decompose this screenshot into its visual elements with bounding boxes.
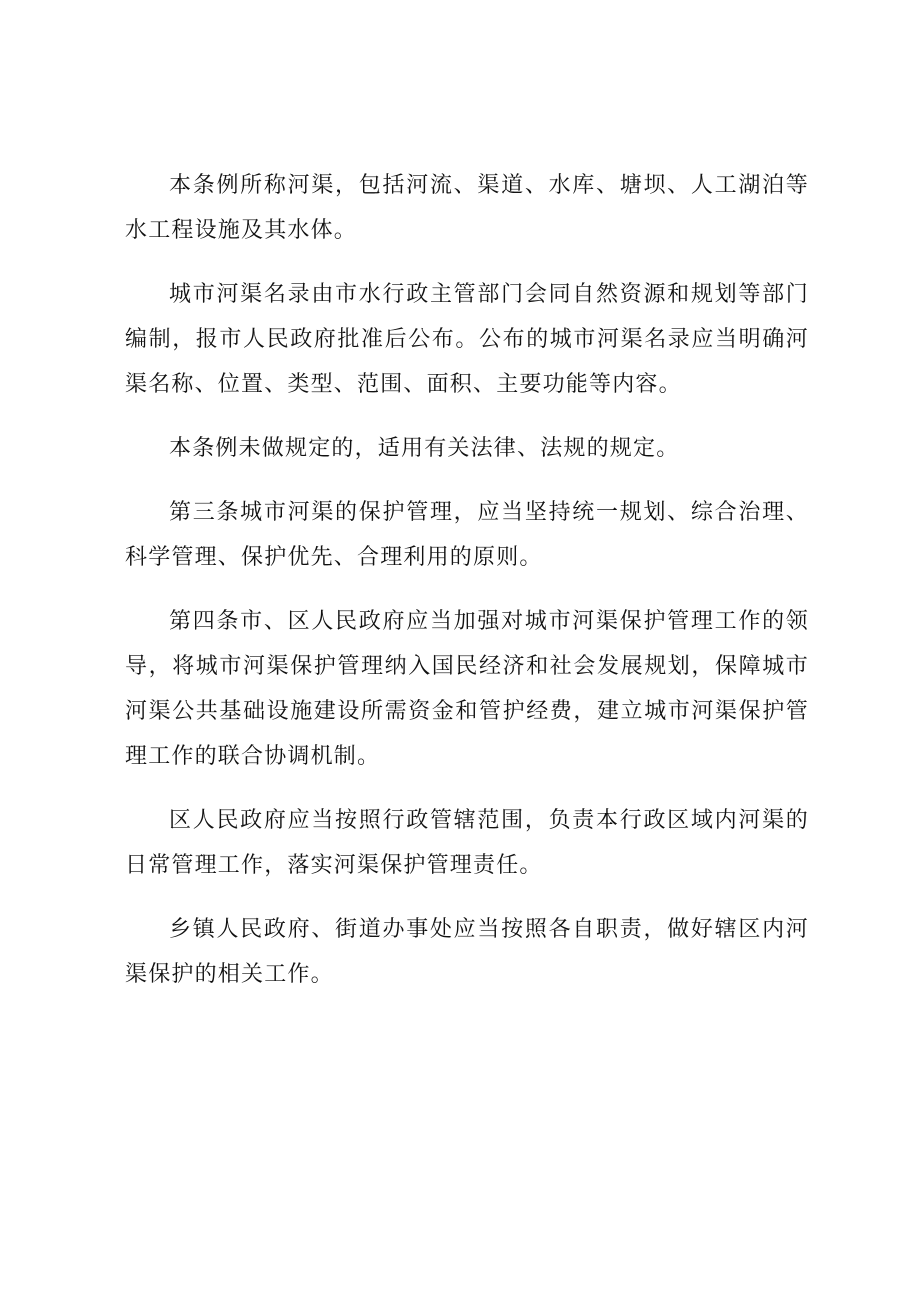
paragraph-applicable-law: 本条例未做规定的，适用有关法律、法规的规定。 — [169, 436, 680, 461]
paragraph-township-government: 乡镇人民政府、街道办事处应当按照各自职责，做好辖区内河渠保护的相关工作。 — [125, 917, 809, 987]
paragraph-article-4: 第四条市、区人民政府应当加强对城市河渠保护管理工作的领导，将城市河渠保护管理纳入国民经济和社会发展规划，保障城市河渠公共基础设施建设所需资金和管护经费，建立城市河渠保护管理工作的联合协调机制。 — [125, 609, 809, 769]
document-body — [125, 163, 809, 1016]
paragraph-article-3: 第三条城市河渠的保护管理，应当坚持统一规划、综合治理、科学管理、保护优先、合理利用的原则。 — [125, 500, 809, 570]
paragraph-river-definition: 本条例所称河渠，包括河流、渠道、水库、塘坝、人工湖泊等水工程设施及其水体。 — [125, 173, 809, 243]
paragraph-river-directory: 城市河渠名录由市水行政主管部门会同自然资源和规划等部门编制，报市人民政府批准后公布。公布的城市河渠名录应当明确河渠名称、位置、类型、范围、面积、主要功能等内容。 — [125, 282, 809, 397]
paragraph-district-government: 区人民政府应当按照行政管辖范围，负责本行政区域内河渠的日常管理工作，落实河渠保护管理责任。 — [125, 808, 809, 878]
